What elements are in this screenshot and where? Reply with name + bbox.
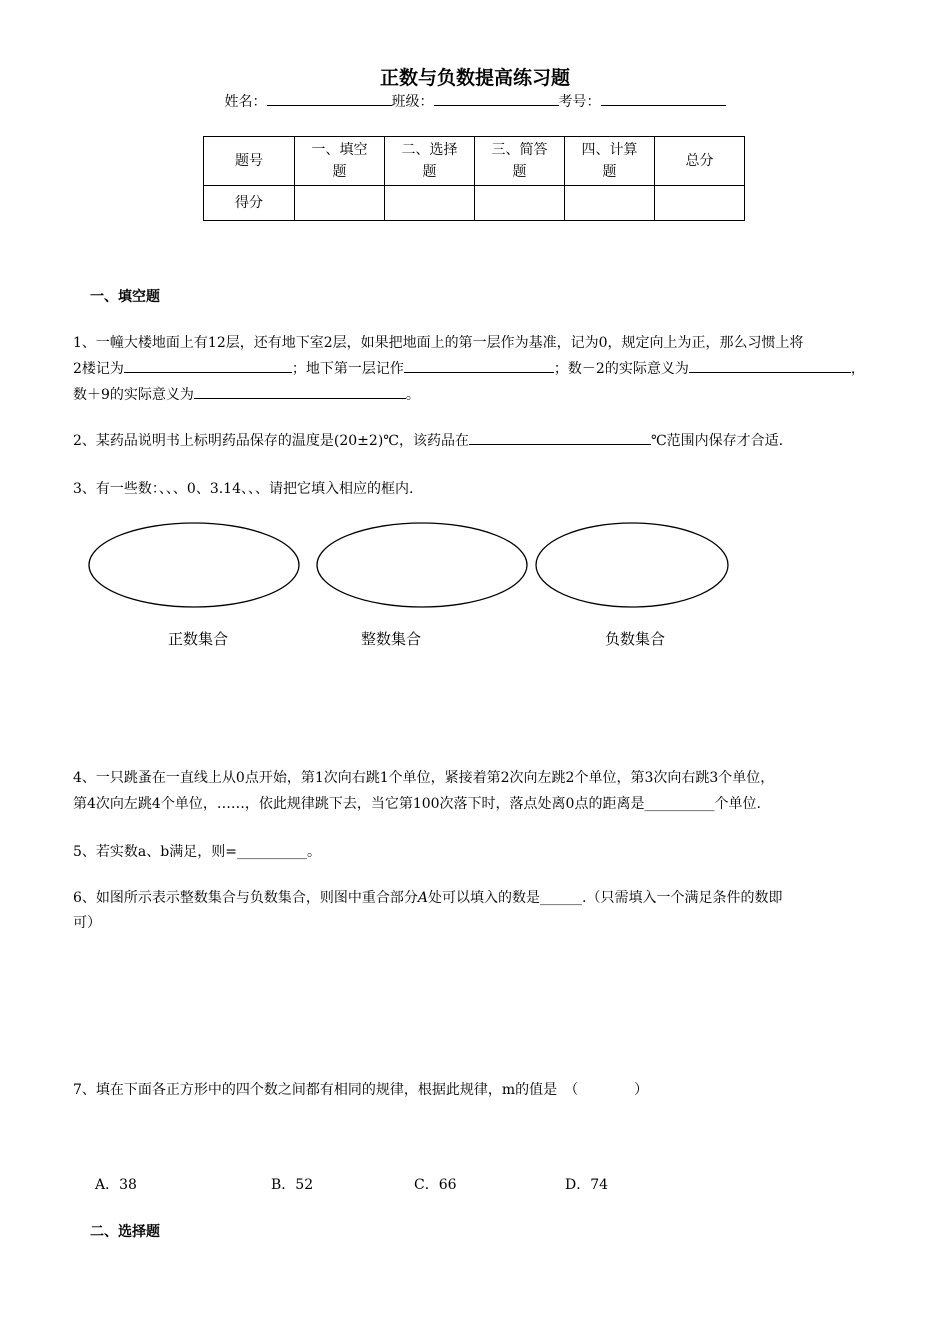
q2-line: 2、某药品说明书上标明药品保存的温度是(20±2)℃，该药品在 ℃范围内保存才合适.	[73, 430, 783, 450]
q7-line: 7、填在下面各正方形中的四个数之间都有相同的规律，根据此规律，m的值是 （ ）	[73, 1082, 649, 1098]
exam-number-field[interactable]	[601, 91, 726, 106]
score-cell[interactable]	[475, 186, 565, 221]
q1-blank-1[interactable]	[124, 358, 292, 373]
q1-line3: 数＋9的实际意义为 。	[73, 384, 420, 404]
integer-set-oval[interactable]	[317, 523, 527, 607]
name-label: 姓名：	[224, 94, 267, 110]
score-cell[interactable]	[655, 186, 745, 221]
section-heading-fill-in: 一、填空题	[90, 289, 160, 305]
score-label-cell: 得分	[204, 186, 295, 221]
q1-line2: 2楼记为 ；地下第一层记作 ；数－2的实际意义为 ，	[73, 358, 865, 378]
class-field[interactable]	[434, 91, 559, 106]
negative-set-oval[interactable]	[536, 523, 728, 607]
q1-blank-4[interactable]	[194, 384, 406, 399]
header-cell: 一、填空 题	[295, 137, 385, 186]
q4-line2: 第4次向左跳4个单位，……，依此规律跳下去，当它第100次落下时，落点处离0点的距离是__________个单位.	[73, 796, 761, 812]
header-cell: 四、计算 题	[565, 137, 655, 186]
header-cell: 总分	[655, 137, 745, 186]
student-info	[0, 91, 950, 111]
q7-option-c[interactable]: C．66	[414, 1177, 457, 1193]
q1-blank-2[interactable]	[404, 358, 554, 373]
section-heading-choice: 二、选择题	[90, 1224, 160, 1240]
score-table-score-row	[204, 186, 745, 221]
q4-blank[interactable]: __________	[644, 796, 715, 812]
q7-option-a[interactable]: A．38	[95, 1177, 137, 1193]
q1-blank-3[interactable]	[689, 358, 851, 373]
q3-line: 3、有一些数：、、、0、3.14、、、请把它填入相应的框内.	[73, 481, 414, 497]
header-cell: 二、选择 题	[385, 137, 475, 186]
score-cell[interactable]	[565, 186, 655, 221]
q6-blank[interactable]: ______	[540, 890, 583, 906]
exam-label: 考号：	[558, 94, 601, 110]
q7-option-d[interactable]: D．74	[565, 1177, 609, 1193]
score-cell[interactable]	[295, 186, 385, 221]
set-ovals	[0, 515, 950, 625]
score-table	[203, 136, 745, 221]
score-cell[interactable]	[385, 186, 475, 221]
q4-line1: 4、一只跳蚤在一直线上从0点开始，第1次向右跳1个单位，紧接着第2次向左跳2个单位，第3次向右跳3个单位，	[73, 770, 775, 786]
name-field[interactable]	[267, 91, 392, 106]
score-table-header-row	[204, 137, 745, 186]
negative-set-label: 负数集合	[605, 630, 666, 648]
q6-line2: 可）	[73, 915, 101, 931]
q2-blank[interactable]	[469, 430, 651, 445]
header-cell: 题号	[204, 137, 295, 186]
q7-answer-paren[interactable]: （ ）	[571, 1082, 649, 1098]
q5-blank[interactable]: __________	[236, 844, 307, 860]
q6-line1: 6、如图所示表示整数集合与负数集合，则图中重合部分A处可以填入的数是______.（只需填入一个满足条件的数即	[73, 890, 783, 906]
q1-line1: 1、一幢大楼地面上有12层，还有地下室2层，如果把地面上的第一层作为基准，记为0，规定向上为正，那么习惯上将	[73, 335, 804, 351]
page-title: 正数与负数提高练习题	[379, 67, 570, 89]
q5-line: 5、若实数a、b满足，则=__________。	[73, 844, 321, 860]
positive-set-oval[interactable]	[89, 523, 299, 607]
header-cell: 三、简答 题	[475, 137, 565, 186]
positive-set-label: 正数集合	[168, 630, 229, 648]
q7-option-b[interactable]: B．52	[271, 1177, 314, 1193]
integer-set-label: 整数集合	[361, 630, 422, 648]
class-label: 班级：	[391, 94, 434, 110]
